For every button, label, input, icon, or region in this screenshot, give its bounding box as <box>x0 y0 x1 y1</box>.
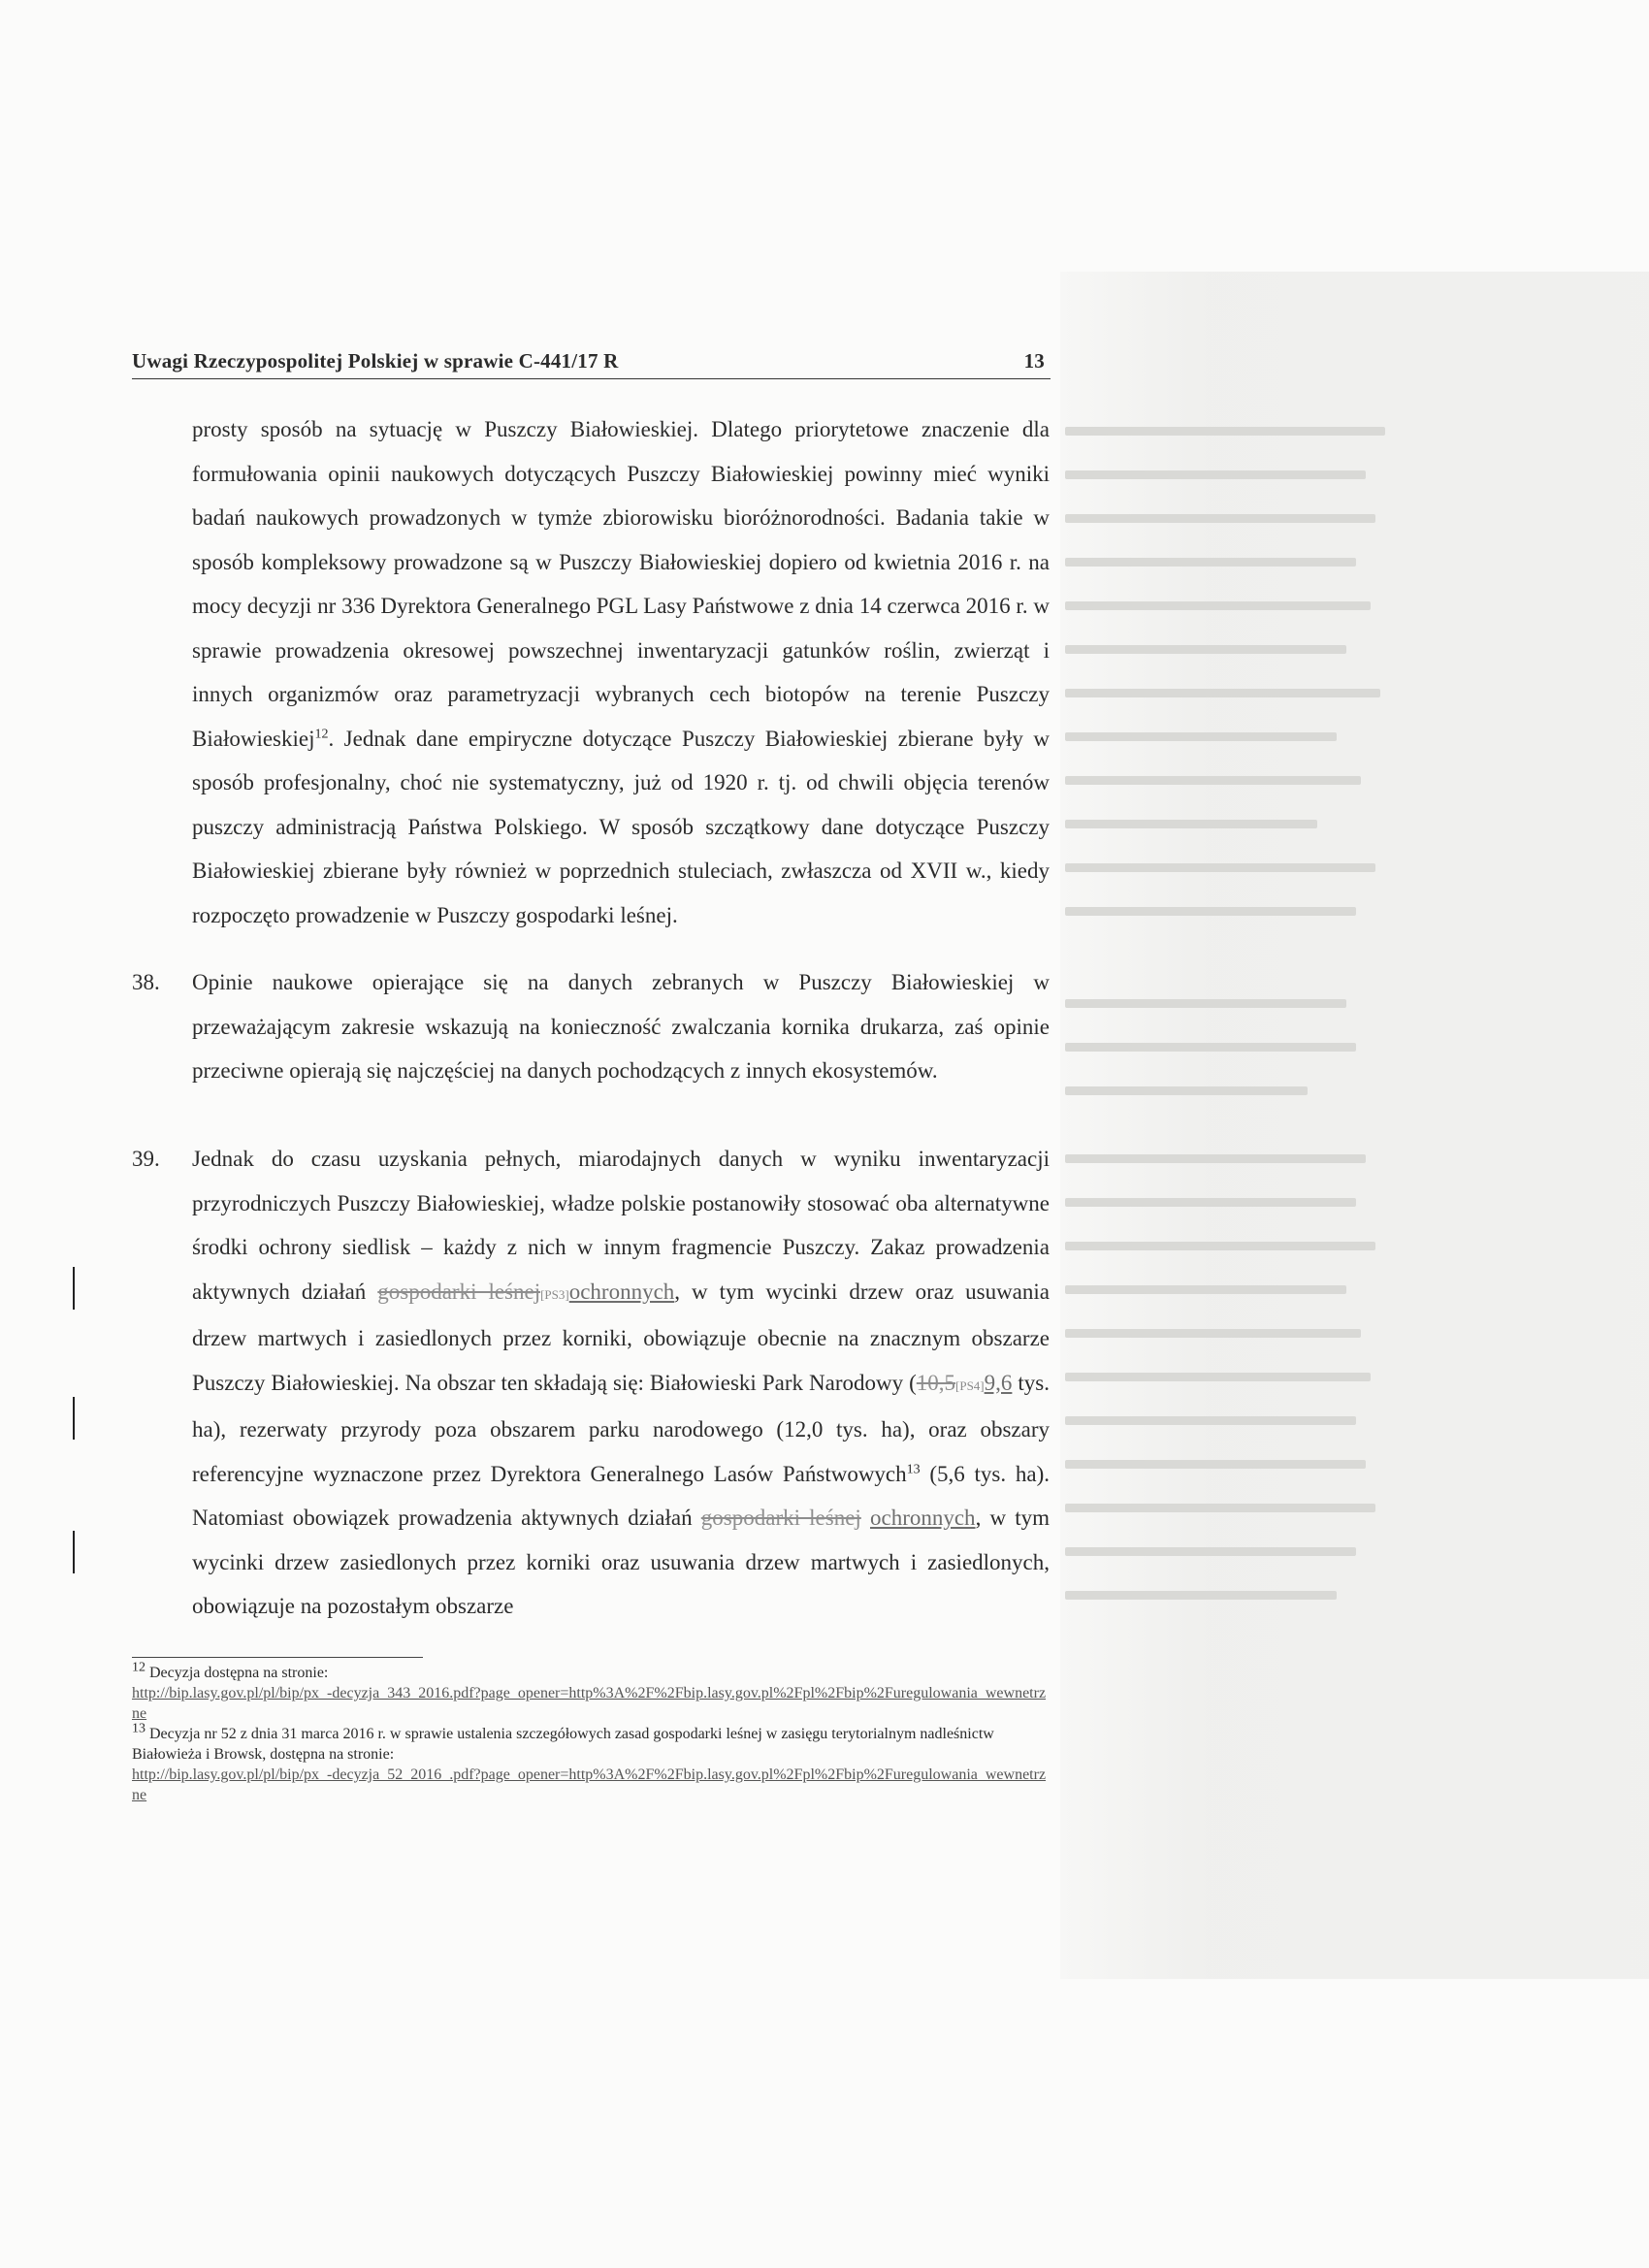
bleed-through-line <box>1065 514 1375 523</box>
deleted-text: gospodarki leśnej <box>700 1506 861 1530</box>
change-bar <box>73 1397 75 1440</box>
bleed-through-line <box>1065 820 1317 828</box>
bleed-through-line <box>1065 601 1371 610</box>
footnote-text: Decyzja nr 52 z dnia 31 marca 2016 r. w sprawie ustalenia szczegółowych zasad gospodarki leśnej w zasięgu terytorialnym nadleśnictw Białowieża i Browsk, dostępna na stronie: <box>132 1726 994 1763</box>
bleed-through-line <box>1065 907 1356 916</box>
footnotes <box>132 1660 1050 1805</box>
bleed-through-line <box>1065 1285 1346 1294</box>
bleed-through-line <box>1065 1460 1366 1469</box>
bleed-through-line <box>1065 1547 1356 1556</box>
intro-text-continued: . Jednak dane empiryczne dotyczące Puszczy Białowieskiej zbierane były w sposób profesjonalny, choć nie systematyczny, już od 1920 r. tj. od chwili objęcia terenów puszczy administracją Państwa Polskiego. W sposób szczątkowy dane dotyczące Puszczy Białowieskiej zbierane były również w poprzednich stuleciach, zwłaszcza od XVII w., kiedy rozpoczęto prowadzenie w Puszczy gospodarki leśnej. <box>192 726 1050 927</box>
paragraph-38 <box>132 960 1050 1093</box>
paragraph-text <box>192 1137 1050 1629</box>
bleed-through-line <box>1065 999 1346 1008</box>
paragraph-text: Opinie naukowe opierające się na danych zebranych w Puszczy Białowieskiej w przeważającym zakresie wskazują na konieczność zwalczania kornika drukarza, zaś opinie przeciwne opierają się najczęściej na danych pochodzących z innych ekosystemów. <box>192 970 1050 1083</box>
footnote-13 <box>132 1721 1050 1805</box>
text-run: (5,6 tys. ha). Natomiast obowiązek prowadzenia aktywnych działań <box>192 1461 1050 1530</box>
paragraph-39 <box>132 1137 1050 1629</box>
text-run: , w tym wycinki drzew zasiedlonych przez korniki oraz usuwania drzew martwych i zasiedlonych, obowiązuje na pozostałym obszarze <box>192 1506 1051 1618</box>
text-run: tys. ha), rezerwaty przyrody poza obszarem parku narodowego (12,0 tys. ha), oraz obszary referencyjne wyznaczone przez Dyrektora Generalnego Lasów Państwowych <box>192 1370 1050 1486</box>
intro-paragraph <box>192 407 1050 937</box>
bleed-through-line <box>1065 1154 1366 1163</box>
change-bar <box>73 1531 75 1573</box>
bleed-through-line <box>1065 470 1366 479</box>
paragraph-number: 39. <box>132 1147 160 1171</box>
bleed-through-line <box>1065 1198 1356 1207</box>
footnote-text: Decyzja dostępna na stronie: <box>146 1665 329 1681</box>
deleted-text: gospodarki leśnej <box>377 1279 541 1304</box>
bleed-through-line <box>1065 427 1385 436</box>
footnote-separator <box>132 1657 423 1658</box>
comment-marker: [PS4] <box>955 1377 985 1393</box>
change-bar <box>73 1267 75 1310</box>
footnote-12 <box>132 1660 1050 1724</box>
bleed-through-line <box>1065 1043 1356 1052</box>
footnote-ref: 12 <box>314 726 329 741</box>
bleed-through-line <box>1065 776 1361 785</box>
bleed-through-line <box>1065 1242 1375 1250</box>
comment-marker: [PS3] <box>540 1286 569 1302</box>
header-title: Uwagi Rzeczypospolitej Polskiej w sprawie C-441/17 R <box>132 349 619 373</box>
text-run: , w tym wycinki drzew oraz usuwania drzew martwych i zasiedlonych przez korniki, obowiązuje obecnie na znacznym obszarze Puszczy Białowieskiej. Na obszar ten składają się: Białowieski Park Narodowy ( <box>192 1279 1050 1395</box>
text-run: Jednak do czasu uzyskania pełnych, miarodajnych danych w wyniku inwentaryzacji przyrodniczych Puszczy Białowieskiej, władze polskie postanowiły stosować oba alternatywne środki ochrony siedlisk – każdy z nich w innym fragmencie Puszczy. Zakaz prowadzenia aktywnych działań <box>192 1147 1050 1304</box>
running-header <box>132 349 1051 379</box>
bleed-through-line <box>1065 863 1375 872</box>
bleed-through-shadow <box>1060 272 1649 1979</box>
bleed-through-line <box>1065 689 1380 697</box>
inserted-text: ochronnych <box>568 1279 675 1304</box>
inserted-text: ochronnych <box>869 1506 976 1530</box>
bleed-through-line <box>1065 1373 1371 1381</box>
bleed-through-line <box>1065 1591 1337 1600</box>
page-number: 13 <box>1023 349 1045 373</box>
bleed-through-line <box>1065 1504 1375 1512</box>
bleed-through-line <box>1065 645 1346 654</box>
bleed-through-line <box>1065 558 1356 567</box>
inserted-text: 9,6 <box>984 1370 1013 1395</box>
paragraph-number: 38. <box>132 970 160 994</box>
footnote-number: 13 <box>132 1721 146 1736</box>
bleed-through-line <box>1065 1329 1361 1338</box>
deleted-text: 10,5 <box>916 1370 956 1395</box>
bleed-through-line <box>1065 1416 1356 1425</box>
intro-text: prosty sposób na sytuację w Puszczy Białowieskiej. Dlatego priorytetowe znaczenie dla formułowania opinii naukowych dotyczących Puszczy Białowieskiej powinny mieć wyniki badań naukowych prowadzonych w tymże zbiorowisku bioróżnorodności. Badania takie w sposób kompleksowy prowadzone są w Puszczy Białowieskiej dopiero od kwietnia 2016 r. na mocy decyzji nr 336 Dyrektora Generalnego PGL Lasy Państwowe z dnia 14 czerwca 2016 r. w sprawie prowadzenia okresowej powszechnej inwentaryzacji gatunków roślin, zwierząt i innych organizmów oraz parametryzacji wybranych cech biotopów na terenie Puszczy Białowieskiej <box>192 417 1050 751</box>
bleed-through-line <box>1065 732 1337 741</box>
footnote-link[interactable]: http://bip.lasy.gov.pl/pl/bip/px_-decyzja_343_2016.pdf?page_opener=http%3A%2F%2Fbip.lasy.gov.pl%2Fpl%2Fbip%2Furegulowania_wewnetrzne <box>132 1685 1047 1722</box>
footnote-number: 12 <box>132 1660 146 1675</box>
footnote-link[interactable]: http://bip.lasy.gov.pl/pl/bip/px_-decyzja_52_2016_.pdf?page_opener=http%3A%2F%2Fbip.lasy.gov.pl%2Fpl%2Fbip%2Furegulowania_wewnetrzne <box>132 1766 1047 1803</box>
footnote-ref: 13 <box>906 1461 921 1476</box>
bleed-through-line <box>1065 1086 1308 1095</box>
